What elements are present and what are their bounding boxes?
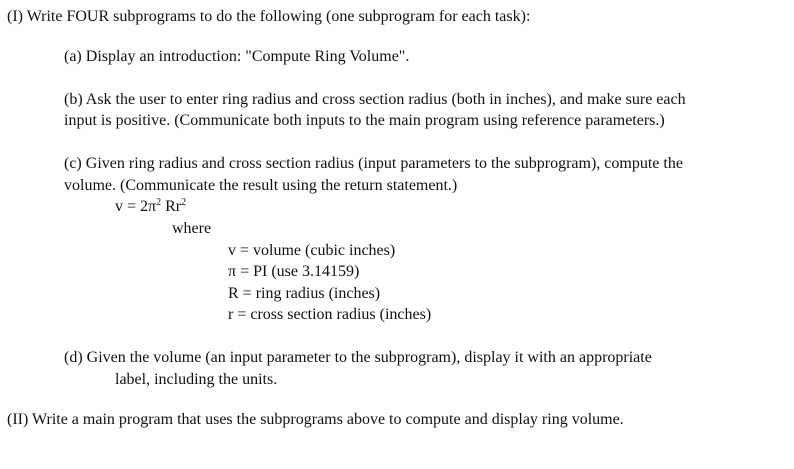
- task-d-line-1: (d) Given the volume (an input parameter to the subprogram), display it with an appropriate: [64, 349, 652, 366]
- task-d-line-2: label, including the units.: [115, 371, 278, 388]
- task-b-line-2: input is positive. (Communicate both inputs to the main program using reference parameters.): [64, 112, 665, 129]
- formula-rhs: Rr: [161, 198, 182, 215]
- task-b-line-1: (b) Ask the user to enter ring radius and cross section radius (both in inches), and make sure each: [64, 91, 686, 108]
- volume-formula: [115, 197, 186, 217]
- part-two-text: (II) Write a main program that uses the subprograms above to compute and display ring volume.: [7, 411, 624, 428]
- definition-ring-radius: R = ring radius (inches): [228, 285, 381, 302]
- definition-volume: v = volume (cubic inches): [228, 242, 396, 259]
- definition-pi: π = PI (use 3.14159): [228, 263, 360, 280]
- formula-lhs: v = 2π: [115, 198, 157, 215]
- part-one-heading: (I) Write FOUR subprograms to do the following (one subprogram for each task):: [7, 8, 531, 25]
- definition-cross-section-radius: r = cross section radius (inches): [228, 306, 432, 323]
- task-c-line-1: (c) Given ring radius and cross section radius (input parameters to the subprogram), compute the: [64, 155, 683, 172]
- formula-exponent-r: 2: [181, 197, 187, 208]
- where-label: where: [172, 220, 212, 237]
- task-a-text: (a) Display an introduction: "Compute Ring Volume".: [64, 48, 410, 65]
- formula-exponent-pi: 2: [156, 197, 162, 208]
- task-c-line-2: volume. (Communicate the result using the return statement.): [64, 177, 458, 194]
